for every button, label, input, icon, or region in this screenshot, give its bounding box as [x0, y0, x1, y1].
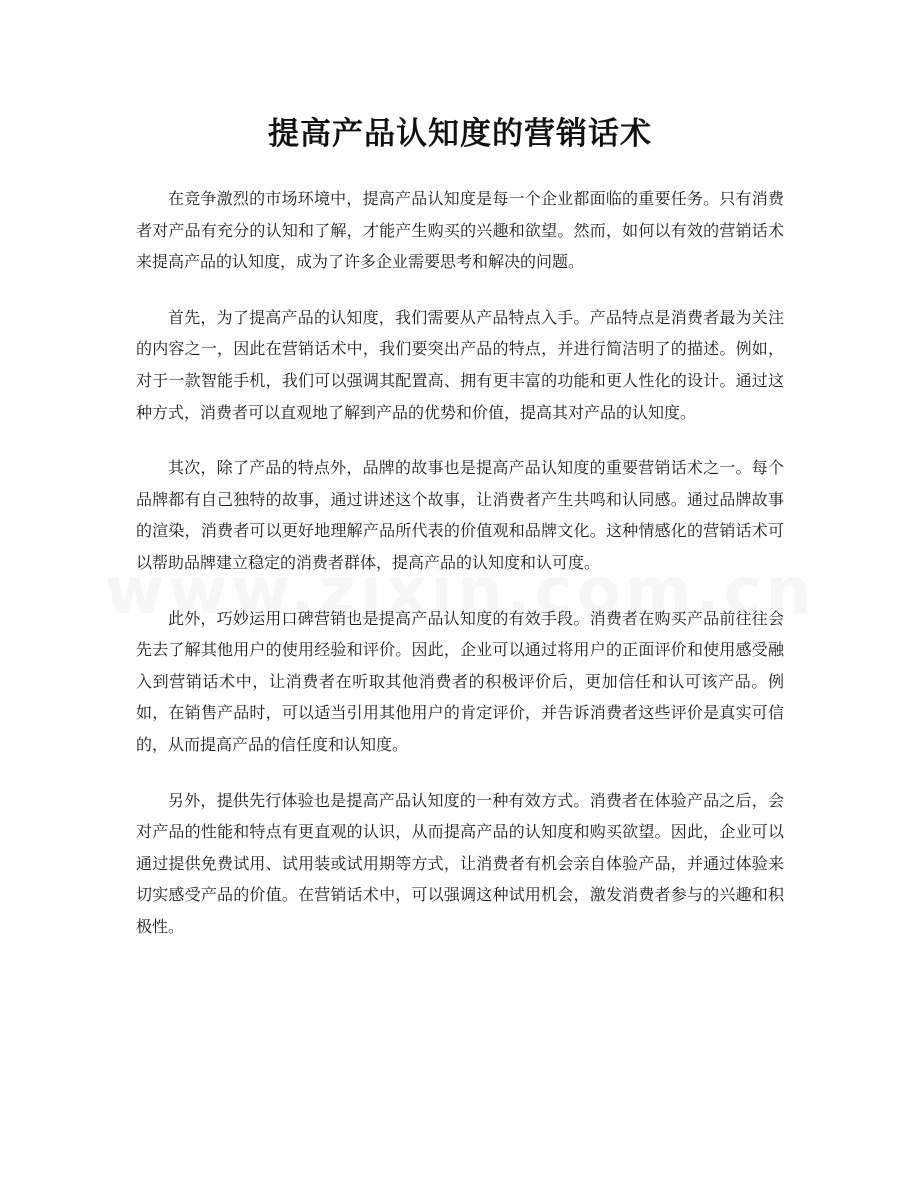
- paragraph-trial-experience: 另外，提供先行体验也是提高产品认知度的一种有效方式。消费者在体验产品之后，会对产品的性能和特点有更直观的认识，从而提高产品的认知度和购买欲望。因此，企业可以通过提供免费试用、试用装或试用期等方式，让消费者有机会亲自体验产品，并通过体验来切实感受产品的价值。在营销话术中，可以强调这种试用机会，激发消费者参与的兴趣和积极性。: [136, 790, 784, 936]
- paragraph-product-features: 首先，为了提高产品的认知度，我们需要从产品特点入手。产品特点是消费者最为关注的内容之一，因此在营销话术中，我们要突出产品的特点，并进行简洁明了的描述。例如，对于一款智能手机，我们可以强调其配置高、拥有更丰富的功能和更人性化的设计。通过这种方式，消费者可以直观地了解到产品的优势和价值，提高其对产品的认知度。: [136, 307, 784, 422]
- document-body: [136, 183, 784, 966]
- paragraph-word-of-mouth: 此外，巧妙运用口碑营销也是提高产品认知度的有效手段。消费者在购买产品前往往会先去了解其他用户的使用经验和评价。因此，企业可以通过将用户的正面评价和使用感受融入到营销话术中，让消费者在听取其他消费者的积极评价后，更加信任和认可该产品。例如，在销售产品时，可以适当引用其他用户的肯定评价，并告诉消费者这些评价是真实可信的，从而提高产品的信任度和认知度。: [136, 608, 784, 754]
- paragraph-brand-story: 其次，除了产品的特点外，品牌的故事也是提高产品认知度的重要营销话术之一。每个品牌都有自己独特的故事，通过讲述这个故事，让消费者产生共鸣和认同感。通过品牌故事的渲染，消费者可以更好地理解产品所代表的价值观和品牌文化。这种情感化的营销话术可以帮助品牌建立稳定的消费者群体，提高产品的认知度和认可度。: [136, 458, 784, 572]
- document-title: 提高产品认知度的营销话术: [268, 116, 652, 152]
- paragraph-intro: 在竞争激烈的市场环境中，提高产品认知度是每一个企业都面临的重要任务。只有消费者对产品有充分的认知和了解，才能产生购买的兴趣和欲望。然而，如何以有效的营销话术来提高产品的认知度，成为了许多企业需要思考和解决的问题。: [136, 189, 784, 272]
